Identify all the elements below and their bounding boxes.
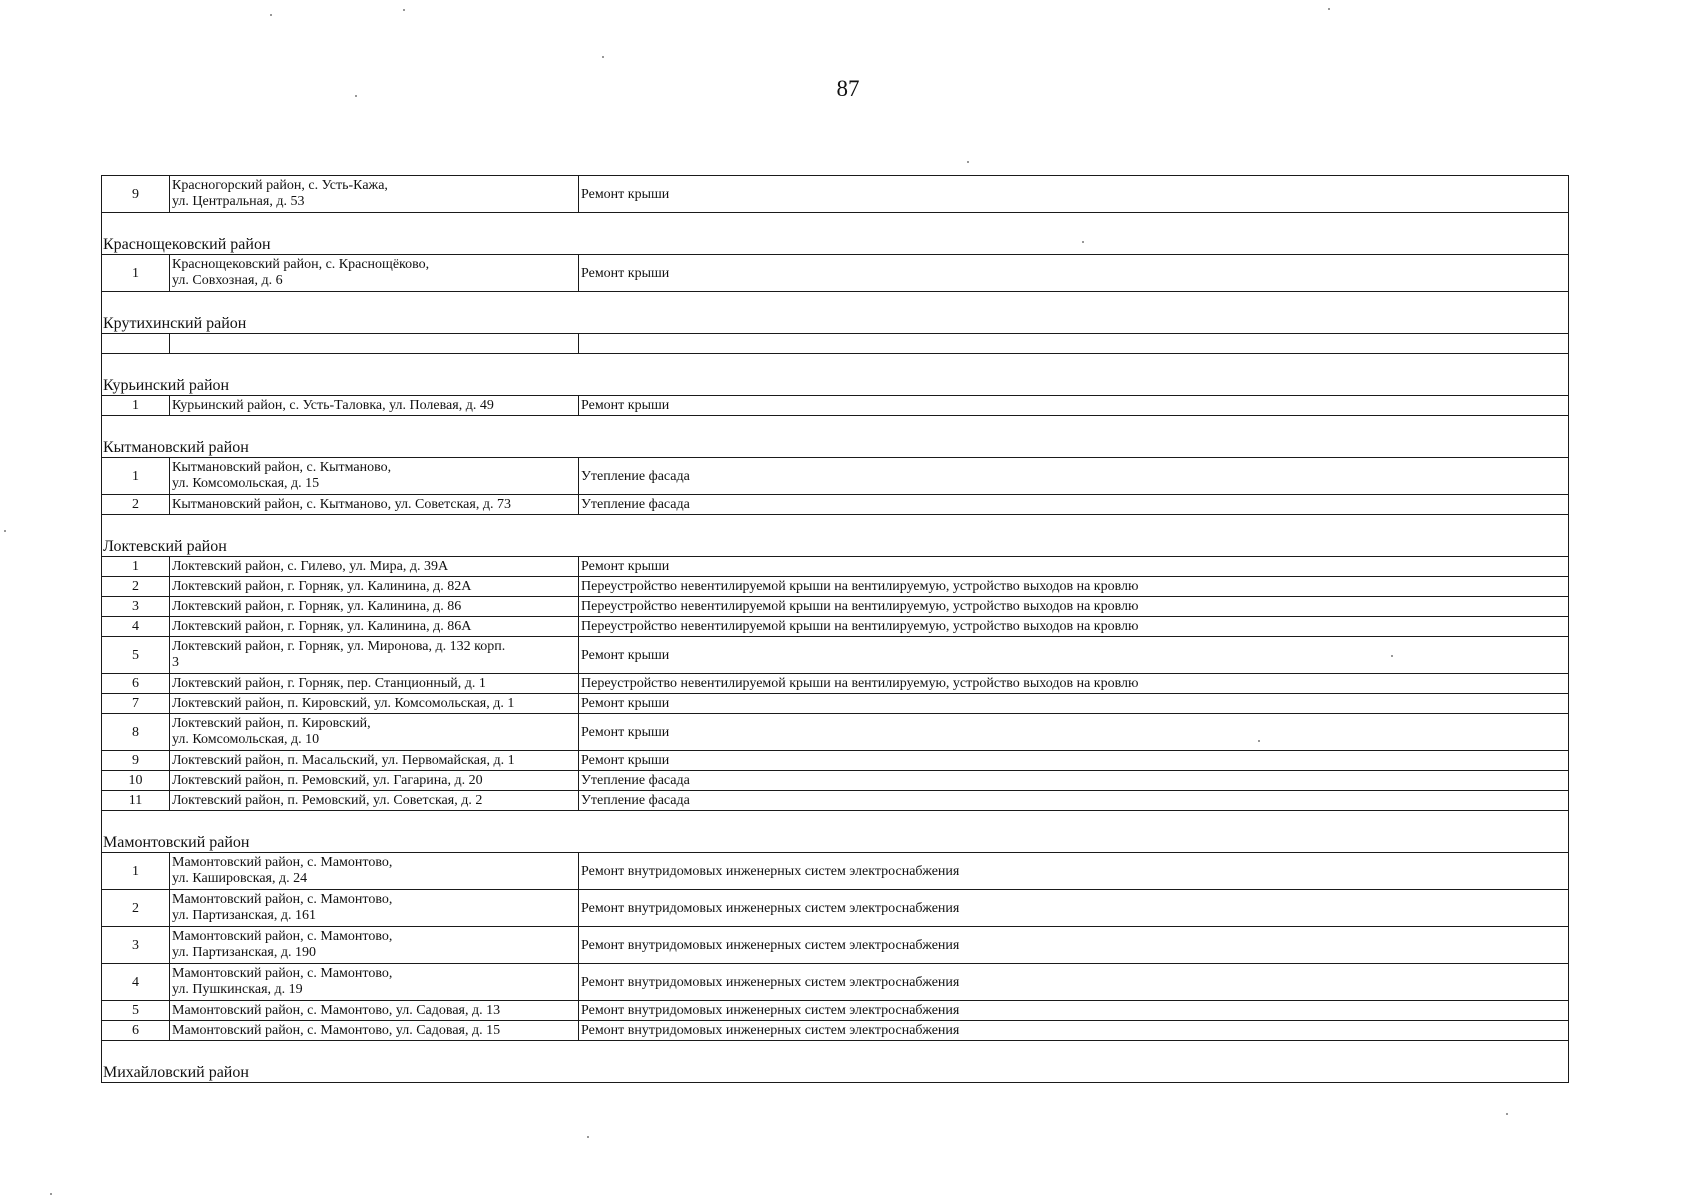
scan-speck <box>270 14 272 16</box>
district-title: Курьинский район <box>102 354 1569 396</box>
row-number: 5 <box>102 637 170 674</box>
building-address: Локтевский район, п. Кировский, ул. Комсомольская, д. 1 <box>170 694 579 714</box>
building-address <box>170 334 579 354</box>
work-type: Ремонт внутридомовых инженерных систем электроснабжения <box>579 890 1569 927</box>
work-type: Переустройство невентилируемой крыши на вентилируемую, устройство выходов на кровлю <box>579 674 1569 694</box>
building-address: Локтевский район, с. Гилево, ул. Мира, д. 39А <box>170 557 579 577</box>
building-address: Локтевский район, п. Масальский, ул. Первомайская, д. 1 <box>170 751 579 771</box>
row-number: 8 <box>102 714 170 751</box>
table-row <box>102 637 1569 674</box>
work-type: Переустройство невентилируемой крыши на вентилируемую, устройство выходов на кровлю <box>579 577 1569 597</box>
scan-speck <box>1328 8 1330 10</box>
row-number: 1 <box>102 458 170 495</box>
district-section-row <box>102 1041 1569 1083</box>
district-title: Крутихинский район <box>102 292 1569 334</box>
page-number: 87 <box>836 76 860 101</box>
building-address: Красногорский район, с. Усть-Кажа, ул. Центральная, д. 53 <box>170 176 579 213</box>
row-number: 9 <box>102 176 170 213</box>
work-type: Утепление фасада <box>579 458 1569 495</box>
district-section-row <box>102 213 1569 255</box>
work-type: Ремонт крыши <box>579 176 1569 213</box>
row-number: 6 <box>102 1021 170 1041</box>
building-address: Мамонтовский район, с. Мамонтово, ул. Пушкинская, д. 19 <box>170 964 579 1001</box>
scan-speck <box>1506 1113 1508 1115</box>
row-number: 10 <box>102 771 170 791</box>
work-type: Ремонт внутридомовых инженерных систем электроснабжения <box>579 1001 1569 1021</box>
row-number: 2 <box>102 890 170 927</box>
table-row <box>102 495 1569 515</box>
district-section-row <box>102 292 1569 334</box>
row-number: 3 <box>102 927 170 964</box>
district-title: Краснощековский район <box>102 213 1569 255</box>
district-section-row <box>102 354 1569 396</box>
work-type: Ремонт крыши <box>579 255 1569 292</box>
table-row <box>102 577 1569 597</box>
work-type: Ремонт крыши <box>579 637 1569 674</box>
work-type: Ремонт крыши <box>579 694 1569 714</box>
table-row <box>102 458 1569 495</box>
table-row <box>102 396 1569 416</box>
building-address: Мамонтовский район, с. Мамонтово, ул. Кашировская, д. 24 <box>170 853 579 890</box>
table-row <box>102 751 1569 771</box>
scan-speck <box>1082 241 1084 243</box>
table-row <box>102 890 1569 927</box>
row-number: 7 <box>102 694 170 714</box>
building-address: Кытмановский район, с. Кытманово, ул. Советская, д. 73 <box>170 495 579 515</box>
table-row <box>102 927 1569 964</box>
table-row <box>102 1001 1569 1021</box>
district-title: Кытмановский район <box>102 416 1569 458</box>
scan-speck <box>403 9 405 11</box>
table-body <box>102 176 1569 1083</box>
work-type: Утепление фасада <box>579 791 1569 811</box>
row-number: 4 <box>102 617 170 637</box>
table-row <box>102 694 1569 714</box>
table-row <box>102 597 1569 617</box>
work-type <box>579 334 1569 354</box>
scan-speck <box>1258 740 1260 742</box>
building-address: Локтевский район, г. Горняк, ул. Калинина, д. 86А <box>170 617 579 637</box>
building-address: Локтевский район, п. Кировский, ул. Комсомольская, д. 10 <box>170 714 579 751</box>
scan-speck <box>587 1136 589 1138</box>
table-row <box>102 255 1569 292</box>
work-type: Ремонт крыши <box>579 396 1569 416</box>
scan-speck <box>1391 655 1393 657</box>
scan-speck <box>602 56 604 58</box>
table-row <box>102 714 1569 751</box>
district-section-row <box>102 515 1569 557</box>
work-type: Ремонт крыши <box>579 751 1569 771</box>
building-address: Локтевский район, г. Горняк, ул. Калинина, д. 86 <box>170 597 579 617</box>
building-address: Локтевский район, п. Ремовский, ул. Советская, д. 2 <box>170 791 579 811</box>
repair-list-table <box>101 175 1569 1083</box>
building-address: Краснощековский район, с. Краснощёково, ул. Совхозная, д. 6 <box>170 255 579 292</box>
work-type: Ремонт внутридомовых инженерных систем электроснабжения <box>579 927 1569 964</box>
building-address: Локтевский район, п. Ремовский, ул. Гагарина, д. 20 <box>170 771 579 791</box>
row-number: 1 <box>102 557 170 577</box>
row-number: 1 <box>102 853 170 890</box>
building-address: Мамонтовский район, с. Мамонтово, ул. Партизанская, д. 161 <box>170 890 579 927</box>
district-title: Михайловский район <box>102 1041 1569 1083</box>
table-row <box>102 1021 1569 1041</box>
building-address: Локтевский район, г. Горняк, ул. Миронова, д. 132 корп. 3 <box>170 637 579 674</box>
row-number <box>102 334 170 354</box>
table-row <box>102 176 1569 213</box>
building-address: Локтевский район, г. Горняк, пер. Станционный, д. 1 <box>170 674 579 694</box>
building-address: Локтевский район, г. Горняк, ул. Калинина, д. 82А <box>170 577 579 597</box>
work-type: Ремонт внутридомовых инженерных систем электроснабжения <box>579 964 1569 1001</box>
work-type: Ремонт внутридомовых инженерных систем электроснабжения <box>579 853 1569 890</box>
work-type: Утепление фасада <box>579 495 1569 515</box>
table-row <box>102 617 1569 637</box>
district-title: Мамонтовский район <box>102 811 1569 853</box>
table-row <box>102 557 1569 577</box>
row-number: 1 <box>102 255 170 292</box>
table-row <box>102 791 1569 811</box>
row-number: 11 <box>102 791 170 811</box>
scan-speck <box>50 1193 52 1195</box>
table-row <box>102 771 1569 791</box>
scan-speck <box>355 95 357 97</box>
district-section-row <box>102 416 1569 458</box>
table-row <box>102 674 1569 694</box>
table-row <box>102 334 1569 354</box>
building-address: Курьинский район, с. Усть-Таловка, ул. Полевая, д. 49 <box>170 396 579 416</box>
district-section-row <box>102 811 1569 853</box>
scan-speck <box>4 530 6 532</box>
table-row <box>102 964 1569 1001</box>
work-type: Утепление фасада <box>579 771 1569 791</box>
work-type: Переустройство невентилируемой крыши на вентилируемую, устройство выходов на кровлю <box>579 617 1569 637</box>
row-number: 5 <box>102 1001 170 1021</box>
work-type: Ремонт крыши <box>579 714 1569 751</box>
row-number: 4 <box>102 964 170 1001</box>
work-type: Переустройство невентилируемой крыши на вентилируемую, устройство выходов на кровлю <box>579 597 1569 617</box>
work-type: Ремонт крыши <box>579 557 1569 577</box>
district-title: Локтевский район <box>102 515 1569 557</box>
building-address: Кытмановский район, с. Кытманово, ул. Комсомольская, д. 15 <box>170 458 579 495</box>
row-number: 6 <box>102 674 170 694</box>
building-address: Мамонтовский район, с. Мамонтово, ул. Партизанская, д. 190 <box>170 927 579 964</box>
row-number: 2 <box>102 495 170 515</box>
scan-speck <box>967 161 969 163</box>
building-address: Мамонтовский район, с. Мамонтово, ул. Садовая, д. 13 <box>170 1001 579 1021</box>
building-address: Мамонтовский район, с. Мамонтово, ул. Садовая, д. 15 <box>170 1021 579 1041</box>
row-number: 1 <box>102 396 170 416</box>
work-type: Ремонт внутридомовых инженерных систем электроснабжения <box>579 1021 1569 1041</box>
row-number: 3 <box>102 597 170 617</box>
row-number: 9 <box>102 751 170 771</box>
table-row <box>102 853 1569 890</box>
row-number: 2 <box>102 577 170 597</box>
